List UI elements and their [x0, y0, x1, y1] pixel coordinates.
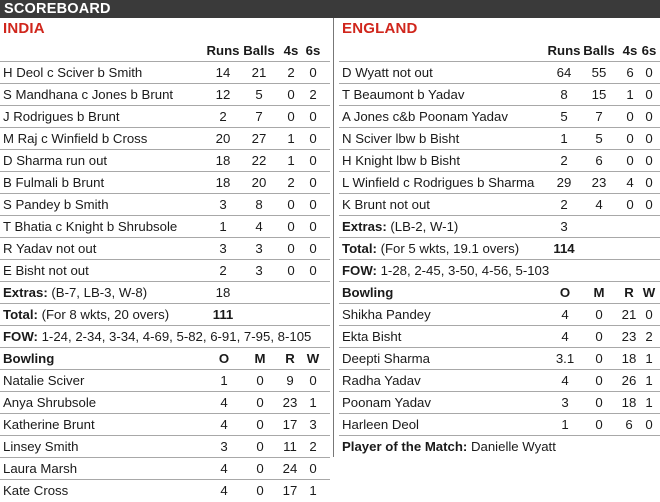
- batter-balls: 55: [591, 65, 607, 80]
- batter-name: E Bisht not out: [3, 263, 89, 278]
- batter-runs: 29: [556, 175, 572, 190]
- total-detail: (For 5 wkts, 19.1 overs): [380, 241, 520, 256]
- batter-fours: 0: [626, 109, 634, 124]
- batter-name: S Pandey b Smith: [3, 197, 109, 212]
- runs-conceded-header: R: [624, 285, 634, 300]
- bowler-wickets: 0: [645, 417, 653, 432]
- batter-sixes: 0: [309, 241, 317, 256]
- bowler-maidens: 0: [256, 483, 264, 498]
- batter-sixes: 0: [645, 87, 653, 102]
- batter-sixes: 0: [309, 109, 317, 124]
- bowler-name: Shikha Pandey: [342, 307, 431, 322]
- batter-sixes: 0: [645, 197, 653, 212]
- bowler-name: Laura Marsh: [3, 461, 78, 476]
- team-name-india: INDIA: [3, 20, 45, 37]
- batter-sixes: 0: [645, 65, 653, 80]
- extras-row: [0, 282, 330, 304]
- batter-name: D Wyatt not out: [342, 65, 433, 80]
- batter-runs: 5: [560, 109, 568, 124]
- fow-row: [339, 260, 660, 282]
- india-batting-list: [0, 62, 330, 282]
- batter-balls: 5: [595, 131, 603, 146]
- bowler-runs: 23: [621, 329, 637, 344]
- batter-name: T Beaumont b Yadav: [342, 87, 465, 102]
- bowler-row: [339, 326, 660, 348]
- extras-value: 18: [215, 285, 231, 300]
- bowler-maidens: 0: [256, 461, 264, 476]
- scoreboard-title: SCOREBOARD: [4, 1, 111, 17]
- batter-name: M Raj c Winfield b Cross: [3, 131, 148, 146]
- batter-fours: 0: [287, 197, 295, 212]
- batter-row: [339, 62, 660, 84]
- bowler-wickets: 3: [309, 417, 317, 432]
- bowler-name: Radha Yadav: [342, 373, 421, 388]
- batter-sixes: 0: [309, 65, 317, 80]
- batter-fours: 0: [626, 197, 634, 212]
- bowler-runs: 17: [282, 417, 298, 432]
- batter-name: K Brunt not out: [342, 197, 430, 212]
- bowler-row: [339, 392, 660, 414]
- bowler-runs: 11: [283, 439, 297, 454]
- batter-sixes: 0: [645, 131, 653, 146]
- bowling-header-row: [339, 282, 660, 304]
- bowler-runs: 6: [625, 417, 633, 432]
- bowler-maidens: 0: [595, 329, 603, 344]
- bowler-maidens: 0: [256, 373, 264, 388]
- batter-fours: 0: [287, 109, 295, 124]
- batter-fours: 4: [626, 175, 634, 190]
- extras-label: Extras:: [342, 219, 387, 234]
- player-of-match-row: [339, 436, 660, 458]
- batter-row: [0, 128, 330, 150]
- bowler-overs: 4: [561, 373, 569, 388]
- batter-balls: 23: [591, 175, 607, 190]
- bowler-wickets: 1: [645, 351, 653, 366]
- batter-runs: 12: [215, 87, 231, 102]
- batter-fours: 0: [626, 131, 634, 146]
- batter-fours: 0: [287, 219, 295, 234]
- batter-row: [0, 260, 330, 282]
- bowler-overs: 4: [220, 395, 228, 410]
- batter-balls: 7: [255, 109, 263, 124]
- bowler-overs: 1: [561, 417, 569, 432]
- bowler-wickets: 1: [309, 483, 317, 498]
- batter-balls: 15: [591, 87, 607, 102]
- bowler-runs: 17: [282, 483, 298, 498]
- bowler-maidens: 0: [256, 395, 264, 410]
- overs-header: O: [218, 351, 230, 366]
- bowler-wickets: 2: [309, 439, 317, 454]
- sixes-header: 6s: [305, 43, 321, 58]
- england-bowling-list: [339, 304, 660, 436]
- batter-sixes: 0: [645, 153, 653, 168]
- fow-detail: 1-28, 2-45, 3-50, 4-56, 5-103: [380, 263, 550, 278]
- total-label: Total:: [342, 241, 377, 256]
- total-row: [339, 238, 660, 260]
- bowler-name: Katherine Brunt: [3, 417, 95, 432]
- bowler-overs: 4: [220, 461, 228, 476]
- india-bowling-list: [0, 370, 330, 502]
- column-divider: [333, 18, 334, 457]
- sixes-header: 6s: [641, 43, 657, 58]
- bowler-maidens: 0: [256, 439, 264, 454]
- batter-sixes: 0: [645, 109, 653, 124]
- bowler-runs: 9: [286, 373, 294, 388]
- bowler-name: Harleen Deol: [342, 417, 419, 432]
- bowler-wickets: 1: [645, 395, 653, 410]
- bowler-name: Anya Shrubsole: [3, 395, 97, 410]
- batter-row: [0, 150, 330, 172]
- batter-sixes: 0: [309, 263, 317, 278]
- batter-runs: 8: [560, 87, 568, 102]
- batter-balls: 8: [255, 197, 263, 212]
- extras-value: 3: [560, 219, 568, 234]
- bowler-maidens: 0: [256, 417, 264, 432]
- bowler-row: [0, 414, 330, 436]
- batter-balls: 20: [251, 175, 267, 190]
- batter-balls: 21: [251, 65, 267, 80]
- batter-sixes: 0: [645, 175, 653, 190]
- batter-sixes: 0: [309, 153, 317, 168]
- batter-sixes: 0: [309, 175, 317, 190]
- overs-header: O: [559, 285, 571, 300]
- batter-fours: 1: [287, 131, 295, 146]
- bowler-overs: 3: [220, 439, 228, 454]
- bowler-overs: 4: [561, 329, 569, 344]
- fow-label: FOW:: [3, 329, 38, 344]
- bowler-runs: 18: [621, 395, 637, 410]
- batter-name: H Deol c Sciver b Smith: [3, 65, 143, 80]
- batter-fours: 0: [626, 153, 634, 168]
- bowler-overs: 3: [561, 395, 569, 410]
- total-value: 111: [212, 307, 234, 322]
- batter-row: [0, 84, 330, 106]
- batter-row: [339, 84, 660, 106]
- extras-label: Extras:: [3, 285, 48, 300]
- batter-balls: 27: [251, 131, 267, 146]
- bowler-wickets: 1: [309, 395, 317, 410]
- batter-sixes: 0: [309, 131, 317, 146]
- batter-row: [339, 172, 660, 194]
- bowling-header-row: [0, 348, 330, 370]
- batter-name: R Yadav not out: [3, 241, 97, 256]
- bowler-maidens: 0: [595, 417, 603, 432]
- batter-balls: 4: [255, 219, 263, 234]
- batter-balls: 5: [255, 87, 263, 102]
- batter-runs: 14: [215, 65, 231, 80]
- bowler-maidens: 0: [595, 351, 603, 366]
- batter-name: L Winfield c Rodrigues b Sharma: [342, 175, 535, 190]
- bowler-row: [339, 370, 660, 392]
- batter-runs: 1: [219, 219, 227, 234]
- bowler-runs: 26: [621, 373, 637, 388]
- batter-balls: 3: [255, 263, 263, 278]
- total-row: [0, 304, 330, 326]
- batter-sixes: 2: [309, 87, 317, 102]
- total-label: Total:: [3, 307, 38, 322]
- bowling-label: Bowling: [3, 351, 55, 366]
- batter-fours: 1: [626, 87, 634, 102]
- bowler-row: [0, 436, 330, 458]
- batter-row: [0, 194, 330, 216]
- batter-row: [339, 106, 660, 128]
- batter-row: [0, 62, 330, 84]
- bowler-wickets: 0: [645, 307, 653, 322]
- england-scorecard: [339, 18, 660, 458]
- batting-header-row: [339, 40, 660, 62]
- bowler-name: Deepti Sharma: [342, 351, 430, 366]
- bowler-name: Natalie Sciver: [3, 373, 85, 388]
- bowler-maidens: 0: [595, 307, 603, 322]
- batter-balls: 7: [595, 109, 603, 124]
- scoreboard-header: [0, 0, 660, 18]
- england-batting-list: [339, 62, 660, 216]
- wickets-header: W: [306, 351, 320, 366]
- bowler-name: Linsey Smith: [3, 439, 79, 454]
- bowler-name: Poonam Yadav: [342, 395, 431, 410]
- bowler-row: [339, 304, 660, 326]
- batter-name: H Knight lbw b Bisht: [342, 153, 461, 168]
- batter-fours: 1: [287, 153, 295, 168]
- bowler-wickets: 0: [309, 373, 317, 388]
- bowler-runs: 18: [621, 351, 637, 366]
- batter-row: [0, 172, 330, 194]
- total-detail: (For 8 wkts, 20 overs): [41, 307, 170, 322]
- bowler-runs: 21: [621, 307, 637, 322]
- bowler-runs: 24: [282, 461, 298, 476]
- balls-header: Balls: [243, 43, 275, 58]
- bowler-wickets: 0: [309, 461, 317, 476]
- batter-runs: 18: [215, 175, 231, 190]
- batter-runs: 3: [219, 197, 227, 212]
- batter-balls: 4: [595, 197, 603, 212]
- batter-fours: 2: [287, 175, 295, 190]
- bowler-row: [0, 392, 330, 414]
- bowler-row: [0, 370, 330, 392]
- batter-fours: 0: [287, 241, 295, 256]
- india-scorecard: [0, 18, 330, 502]
- batter-fours: 0: [287, 87, 295, 102]
- batter-runs: 64: [556, 65, 572, 80]
- bowler-wickets: 2: [645, 329, 653, 344]
- runs-header: Runs: [547, 43, 581, 58]
- batter-name: A Jones c&b Poonam Yadav: [342, 109, 508, 124]
- bowler-row: [339, 414, 660, 436]
- fours-header: 4s: [622, 43, 638, 58]
- bowler-row: [0, 458, 330, 480]
- batter-name: N Sciver lbw b Bisht: [342, 131, 460, 146]
- potm-label: Player of the Match:: [342, 439, 468, 454]
- fow-detail: 1-24, 2-34, 3-34, 4-69, 5-82, 6-91, 7-95, 8-105: [41, 329, 312, 344]
- batter-row: [339, 194, 660, 216]
- maidens-header: M: [254, 351, 266, 366]
- runs-conceded-header: R: [285, 351, 295, 366]
- batter-name: J Rodrigues b Brunt: [3, 109, 120, 124]
- fow-label: FOW:: [342, 263, 377, 278]
- batter-name: B Fulmali b Brunt: [3, 175, 105, 190]
- batter-fours: 6: [626, 65, 634, 80]
- batter-balls: 22: [251, 153, 267, 168]
- batter-row: [0, 238, 330, 260]
- batter-fours: 0: [287, 263, 295, 278]
- batter-runs: 20: [215, 131, 231, 146]
- bowler-overs: 4: [220, 417, 228, 432]
- bowler-runs: 23: [282, 395, 298, 410]
- bowler-wickets: 1: [645, 373, 653, 388]
- bowler-overs: 4: [561, 307, 569, 322]
- batter-row: [0, 216, 330, 238]
- batter-runs: 2: [219, 109, 227, 124]
- batter-runs: 1: [560, 131, 568, 146]
- bowler-maidens: 0: [595, 373, 603, 388]
- extras-detail: (LB-2, W-1): [390, 219, 459, 234]
- runs-header: Runs: [206, 43, 240, 58]
- extras-row: [339, 216, 660, 238]
- bowler-row: [339, 348, 660, 370]
- bowler-overs: 1: [220, 373, 228, 388]
- batter-balls: 6: [595, 153, 603, 168]
- batter-runs: 18: [215, 153, 231, 168]
- batter-row: [0, 106, 330, 128]
- total-value: 114: [553, 241, 575, 256]
- fours-header: 4s: [283, 43, 299, 58]
- bowler-maidens: 0: [595, 395, 603, 410]
- batter-fours: 2: [287, 65, 295, 80]
- wickets-header: W: [642, 285, 656, 300]
- balls-header: Balls: [583, 43, 615, 58]
- bowler-name: Kate Cross: [3, 483, 69, 498]
- batter-row: [339, 128, 660, 150]
- batter-row: [339, 150, 660, 172]
- batter-runs: 3: [219, 241, 227, 256]
- batting-header-row: [0, 40, 330, 62]
- batter-sixes: 0: [309, 219, 317, 234]
- bowler-overs: 4: [220, 483, 228, 498]
- batter-name: T Bhatia c Knight b Shrubsole: [3, 219, 178, 234]
- potm-value: Danielle Wyatt: [470, 439, 556, 454]
- extras-detail: (B-7, LB-3, W-8): [51, 285, 148, 300]
- fow-row: [0, 326, 330, 348]
- batter-runs: 2: [560, 197, 568, 212]
- batter-sixes: 0: [309, 197, 317, 212]
- batter-name: D Sharma run out: [3, 153, 108, 168]
- batter-balls: 3: [255, 241, 263, 256]
- maidens-header: M: [593, 285, 605, 300]
- batter-name: S Mandhana c Jones b Brunt: [3, 87, 174, 102]
- batter-runs: 2: [219, 263, 227, 278]
- bowler-overs: 3.1: [555, 351, 575, 366]
- team-name-england: ENGLAND: [342, 20, 418, 37]
- bowler-name: Ekta Bisht: [342, 329, 402, 344]
- bowler-row: [0, 480, 330, 502]
- bowling-label: Bowling: [342, 285, 394, 300]
- batter-runs: 2: [560, 153, 568, 168]
